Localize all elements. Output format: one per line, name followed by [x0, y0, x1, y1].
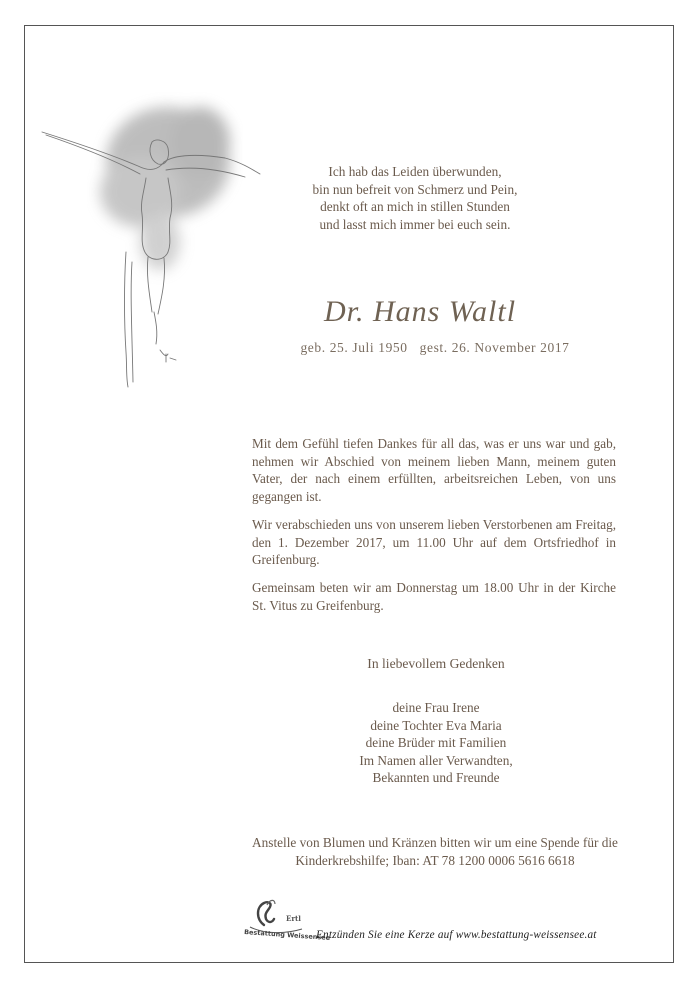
logo-text-ertl: Ertl [286, 914, 301, 923]
poem [290, 163, 540, 233]
prayer-paragraph: Gemeinsam beten wir am Donnerstag um 18.00 Uhr in der Kirche St. Vitus zu Greifenburg. [252, 580, 616, 613]
deceased-name: Dr. Hans Waltl [323, 295, 517, 328]
poem-line: bin nun befreit von Schmerz und Pein, [312, 181, 518, 197]
crucifix-drawing [40, 82, 265, 392]
death-date: gest. 26. November 2017 [419, 340, 570, 355]
candle-link-text[interactable]: Entzünden Sie eine Kerze auf www.bestattung-weissensee.at [316, 929, 597, 941]
donation-note [200, 834, 670, 869]
funeral-paragraph: Wir verabschieden uns von unserem lieben Verstorbenen am Freitag, den 1. Dezember 2017, um 11.00 Uhr auf dem Ortsfriedhof in Greifenburg. [252, 517, 616, 567]
poem-line: denkt oft an mich in stillen Stunden [320, 199, 510, 214]
farewell-paragraph: Mit dem Gefühl tiefen Dankes für all das, was er uns war und gab, nehmen wir Abschied von meinem lieben Mann, meinem guten Vater, der nach einem erfüllten, arbeitsreichen Leben, von uns gegangen ist. [252, 436, 616, 504]
poem-line: und lasst mich immer bei euch sein. [319, 216, 511, 232]
logo-text-bestattung: Bestattung Weissensee [243, 928, 331, 942]
donation-line: Anstelle von Blumen und Kränzen bitten wir um eine Spende für die [252, 835, 618, 850]
donation-line: Kinderkrebshilfe; Iban: AT 78 1200 0006 5616 6618 [295, 852, 575, 868]
signatory: Im Namen aller Verwandten, [359, 752, 513, 768]
signatory: deine Tochter Eva Maria [370, 717, 502, 733]
life-dates [250, 340, 620, 356]
signatories [250, 699, 622, 787]
signatory: deine Frau Irene [392, 700, 480, 715]
in-memory-heading: In liebevollem Gedenken [367, 656, 505, 671]
birth-date: geb. 25. Juli 1950 [300, 340, 408, 355]
poem-line: Ich hab das Leiden überwunden, [328, 164, 502, 179]
signatory: deine Brüder mit Familien [365, 735, 507, 750]
signatory: Bekannten und Freunde [372, 770, 500, 785]
